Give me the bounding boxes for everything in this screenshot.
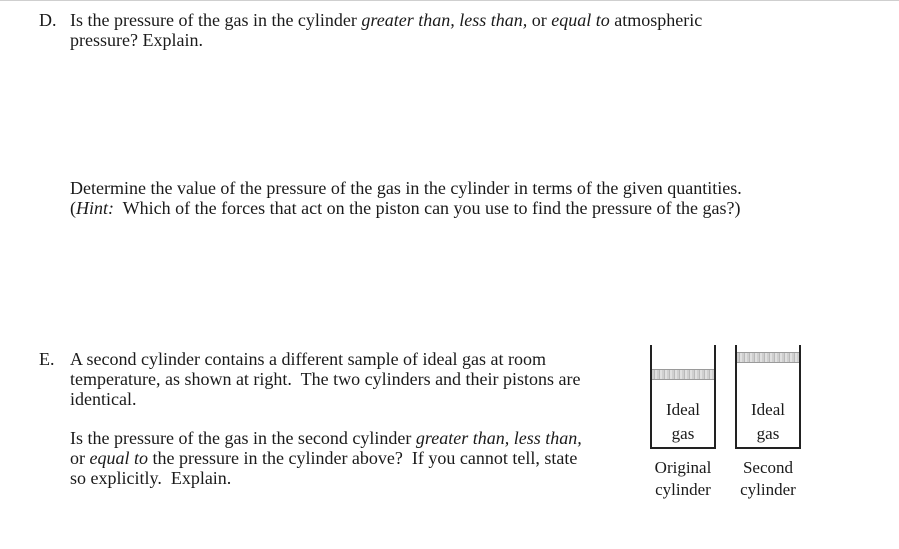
part-e-label: E.	[39, 349, 55, 369]
second-gas-line1: Ideal	[751, 400, 785, 419]
second-cylinder-base	[735, 447, 801, 449]
second-gas-label	[735, 398, 801, 446]
part-e-intro-line2: temperature, as shown at right. The two cylinders and their pistons are	[70, 369, 581, 389]
original-caption-line1: Original	[654, 458, 712, 477]
part-d-hint-word: Hint:	[76, 198, 114, 218]
part-e-q-line3: so explicitly. Explain.	[70, 468, 232, 488]
original-piston	[652, 369, 714, 380]
original-cylinder-base	[650, 447, 716, 449]
original-cylinder-caption	[646, 457, 720, 501]
second-caption-line1: Second	[742, 458, 794, 477]
part-d-question-em-b: equal to	[551, 10, 610, 30]
part-e-intro-line1: A second cylinder contains a different sample of ideal gas at room	[70, 349, 547, 369]
part-d-determine	[70, 178, 742, 218]
part-d-question-text-b: or	[527, 10, 552, 30]
original-caption-line2: cylinder	[655, 480, 711, 499]
top-rule	[0, 0, 899, 1]
original-gas-line1: Ideal	[666, 400, 700, 419]
part-d-question	[70, 10, 702, 50]
part-d-hint-rest: Which of the forces that act on the piston can you use to find the pressure of the gas?)	[114, 198, 741, 218]
original-cylinder	[650, 345, 716, 449]
part-d-determine-line1: Determine the value of the pressure of the gas in the cylinder in terms of the given quantities.	[70, 178, 742, 198]
second-gas-line2: gas	[756, 424, 780, 443]
part-d-label: D.	[39, 10, 57, 30]
part-e-q-text-b: or	[70, 448, 90, 468]
part-e-question	[70, 428, 582, 488]
part-e-q-text-a: Is the pressure of the gas in the second cylinder	[70, 428, 416, 448]
original-gas-line2: gas	[671, 424, 695, 443]
second-caption-line2: cylinder	[740, 480, 796, 499]
part-d-question-em-a: greater than, less than,	[361, 10, 528, 30]
part-d-question-text-a: Is the pressure of the gas in the cylinder	[70, 10, 362, 30]
original-gas-label	[650, 398, 716, 446]
part-e-q-em-b: equal to	[89, 448, 148, 468]
part-d-hint-open: (	[70, 198, 76, 218]
part-d-question-line2: pressure? Explain.	[70, 30, 203, 50]
part-e-q-em-a: greater than, less than,	[415, 428, 582, 448]
second-piston	[737, 352, 799, 363]
part-e-q-text-c: the pressure in the cylinder above? If you cannot tell, state	[148, 448, 578, 468]
part-d-question-text-c: atmospheric	[609, 10, 703, 30]
second-cylinder-caption	[730, 457, 806, 501]
part-e-intro	[70, 349, 581, 409]
part-e-intro-line3: identical.	[70, 389, 137, 409]
second-cylinder	[735, 345, 801, 449]
